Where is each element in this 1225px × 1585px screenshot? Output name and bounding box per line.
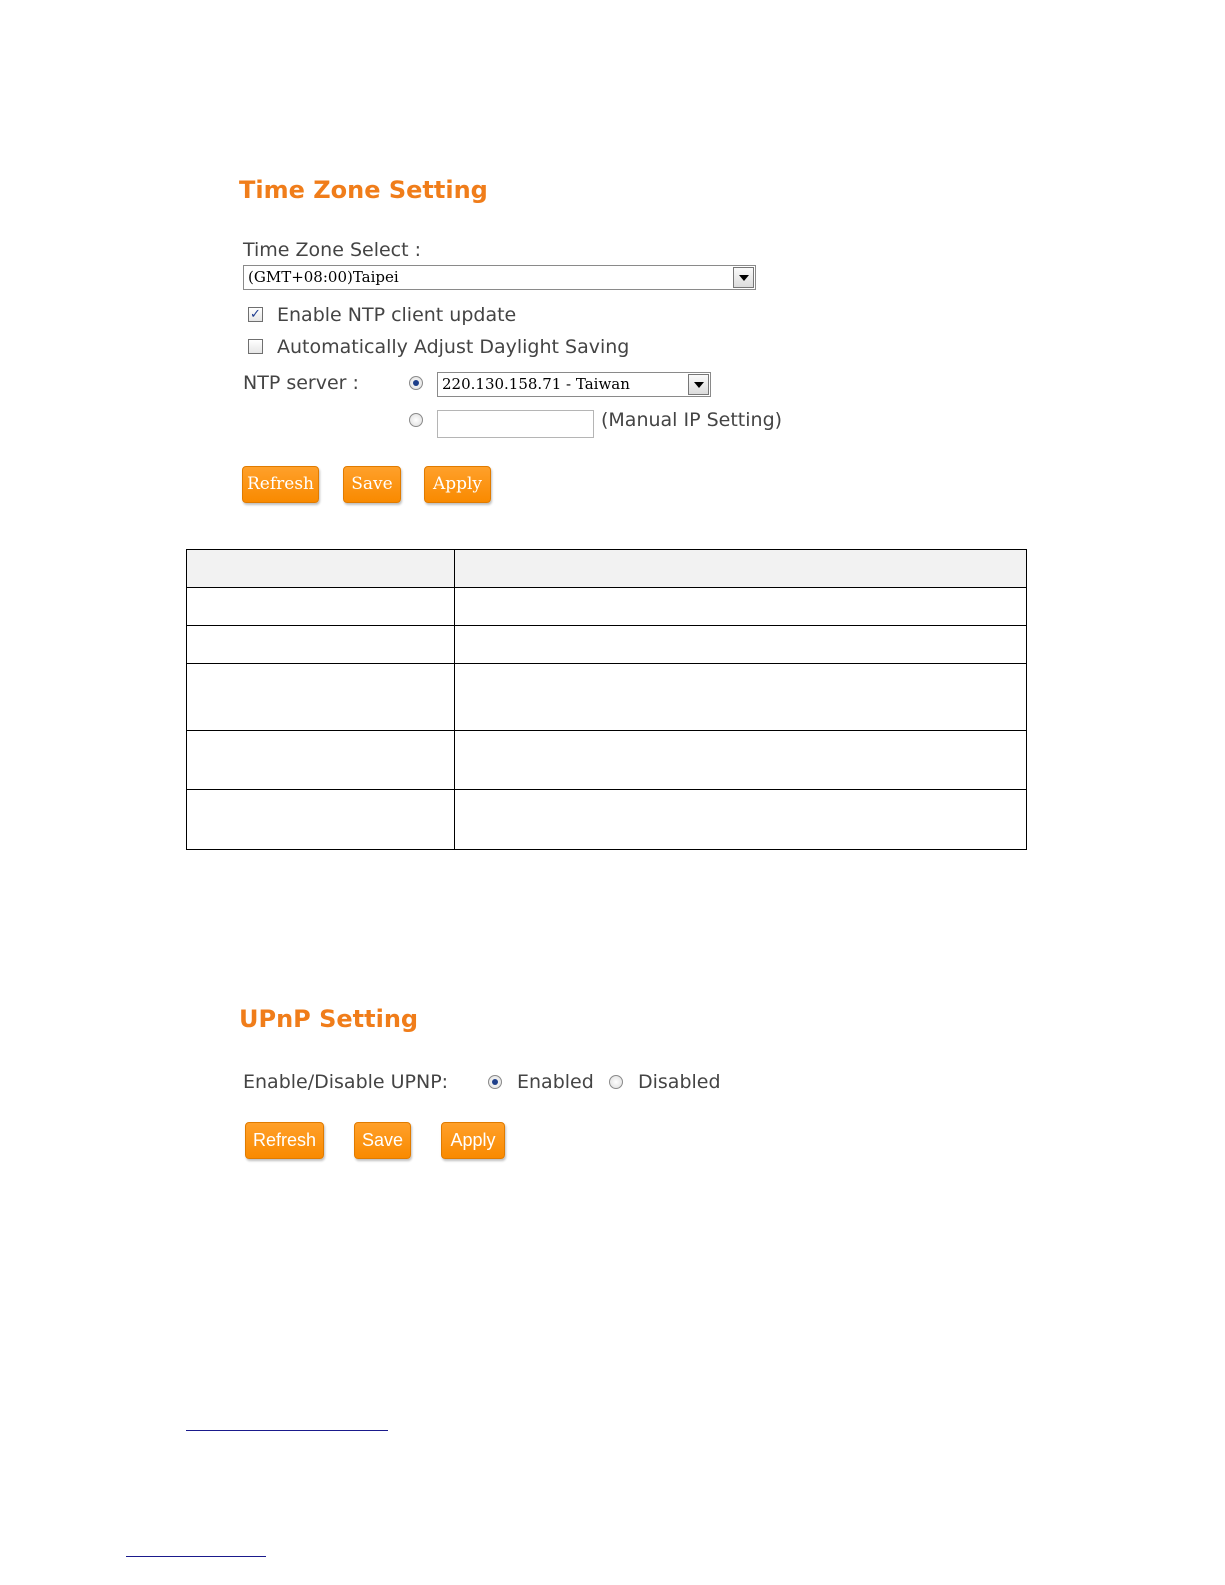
time-zone-select-label: Time Zone Select : [243,239,422,261]
upnp-refresh-button[interactable]: Refresh [245,1122,324,1159]
daylight-saving-checkbox[interactable] [248,339,263,354]
table-row [187,626,1027,664]
upnp-label: Enable/Disable UPNP: [243,1071,449,1093]
table-cell [455,588,1027,626]
apply-button[interactable]: Apply [424,466,491,503]
daylight-saving-label: Automatically Adjust Daylight Saving [277,336,630,358]
chevron-down-icon[interactable] [688,374,709,395]
table-cell [455,731,1027,790]
time-zone-title: Time Zone Setting [239,176,488,204]
table-cell [187,550,455,588]
table-row [187,664,1027,731]
table-header-row [187,550,1027,588]
chevron-down-icon[interactable] [733,267,754,288]
table-cell [187,664,455,731]
description-table [186,549,1027,850]
upnp-disabled-label: Disabled [638,1071,721,1093]
ntp-server-select[interactable] [437,372,711,397]
table-cell [187,790,455,850]
table-cell [455,664,1027,731]
table-row [187,731,1027,790]
footnote-separator [186,1430,388,1431]
table-row [187,790,1027,850]
manual-ip-input[interactable] [437,410,594,438]
table-cell [187,626,455,664]
ntp-update-checkbox[interactable]: ✓ [248,307,263,322]
ntp-server-select-value: 220.130.158.71 - Taiwan [442,375,630,393]
table-row [187,588,1027,626]
ntp-server-radio[interactable] [409,376,423,390]
table-cell [187,588,455,626]
upnp-save-button[interactable]: Save [354,1122,411,1159]
refresh-button[interactable]: Refresh [242,466,319,503]
time-zone-select[interactable] [243,265,756,290]
table-cell [455,550,1027,588]
time-zone-select-value: (GMT+08:00)Taipei [248,268,399,286]
upnp-enabled-radio[interactable] [488,1075,502,1089]
table-cell [455,626,1027,664]
save-button[interactable]: Save [343,466,401,503]
upnp-enabled-label: Enabled [517,1071,594,1093]
upnp-apply-button[interactable]: Apply [441,1122,505,1159]
upnp-disabled-radio[interactable] [609,1075,623,1089]
footnote-separator [126,1556,266,1557]
ntp-server-label: NTP server : [243,372,359,394]
table-cell [455,790,1027,850]
table-cell [187,731,455,790]
manual-ip-radio[interactable] [409,413,423,427]
upnp-title: UPnP Setting [239,1005,419,1033]
manual-ip-label: (Manual IP Setting) [601,409,783,431]
ntp-update-label: Enable NTP client update [277,304,517,326]
